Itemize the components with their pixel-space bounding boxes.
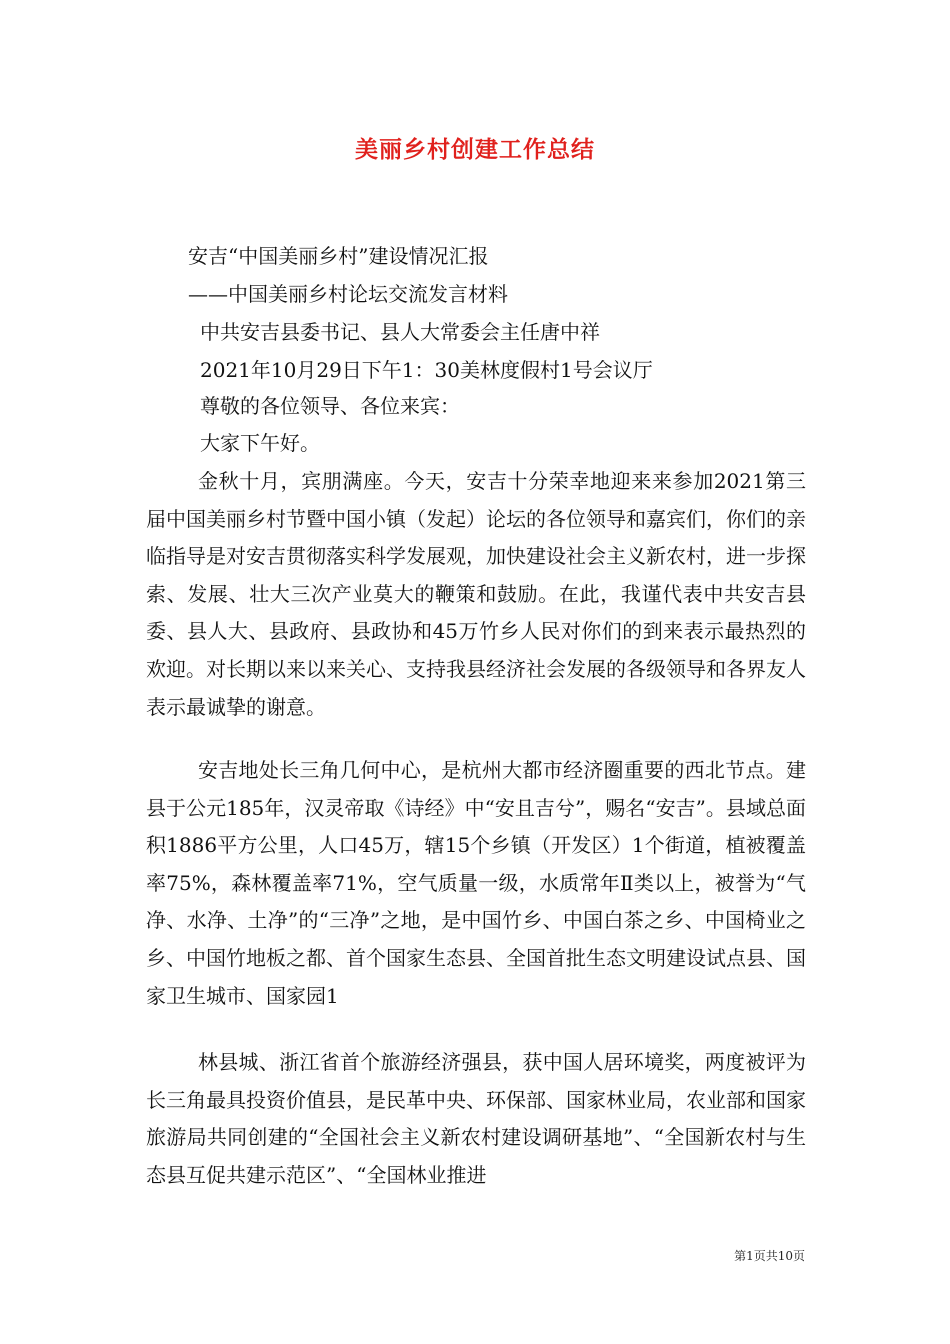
date-venue-line: 2021年10月29日下午1：30美林度假村1号会议厅 — [200, 358, 653, 382]
document-title: 美丽乡村创建工作总结 — [355, 136, 595, 163]
speaker-line: 中共安吉县委书记、县人大常委会主任唐中祥 — [200, 320, 600, 344]
page-number: 第1页共10页 — [734, 1249, 805, 1263]
greeting-line: 大家下午好。 — [200, 431, 320, 455]
body-paragraph-1: 金秋十月，宾朋满座。今天，安吉十分荣幸地迎来来参加2021第三届中国美丽乡村节暨中国小镇（发起）论坛的各位领导和嘉宾们，你们的亲临指导是对安吉贯彻落实科学发展观，加快建设社会主义新农村，进一步探索、发展、壮大三次产业莫大的鞭策和鼓励。在此，我谨代表中共安吉县委、县人大、县政府、县政协和45万竹乡人民对你们的到来表示最热烈的欢迎。对长期以来以来关心、支持我县经济社会发展的各级领导和各界友人表示最诚挚的谢意。 — [146, 469, 806, 719]
body-paragraph-2: 安吉地处长三角几何中心，是杭州大都市经济圈重要的西北节点。建县于公元185年，汉灵帝取《诗经》中“安且吉兮”，赐名“安吉”。县域总面积1886平方公里，人口45万，辖15个乡镇（开发区）1个街道，植被覆盖率75%，森林覆盖率71%，空气质量一级，水质常年Ⅱ类以上，被誉为“气净、水净、土净”的“三净”之地，是中国竹乡、中国白茶之乡、中国椅业之乡、中国竹地板之都、首个国家生态县、全国首批生态文明建设试点县、国家卫生城市、国家园1 — [146, 758, 806, 1008]
report-title-line: 安吉“中国美丽乡村”建设情况汇报 — [188, 244, 489, 268]
report-subtitle-line: ——中国美丽乡村论坛交流发言材料 — [188, 282, 508, 306]
body-paragraph-3: 林县城、浙江省首个旅游经济强县，获中国人居环境奖，两度被评为长三角最具投资价值县，是民革中央、环保部、国家林业局，农业部和国家旅游局共同创建的“全国社会主义新农村建设调研基地”、“全国新农村与生态县互促共建示范区”、“全国林业推进 — [146, 1050, 806, 1187]
salutation-line: 尊敬的各位领导、各位来宾： — [200, 394, 460, 418]
